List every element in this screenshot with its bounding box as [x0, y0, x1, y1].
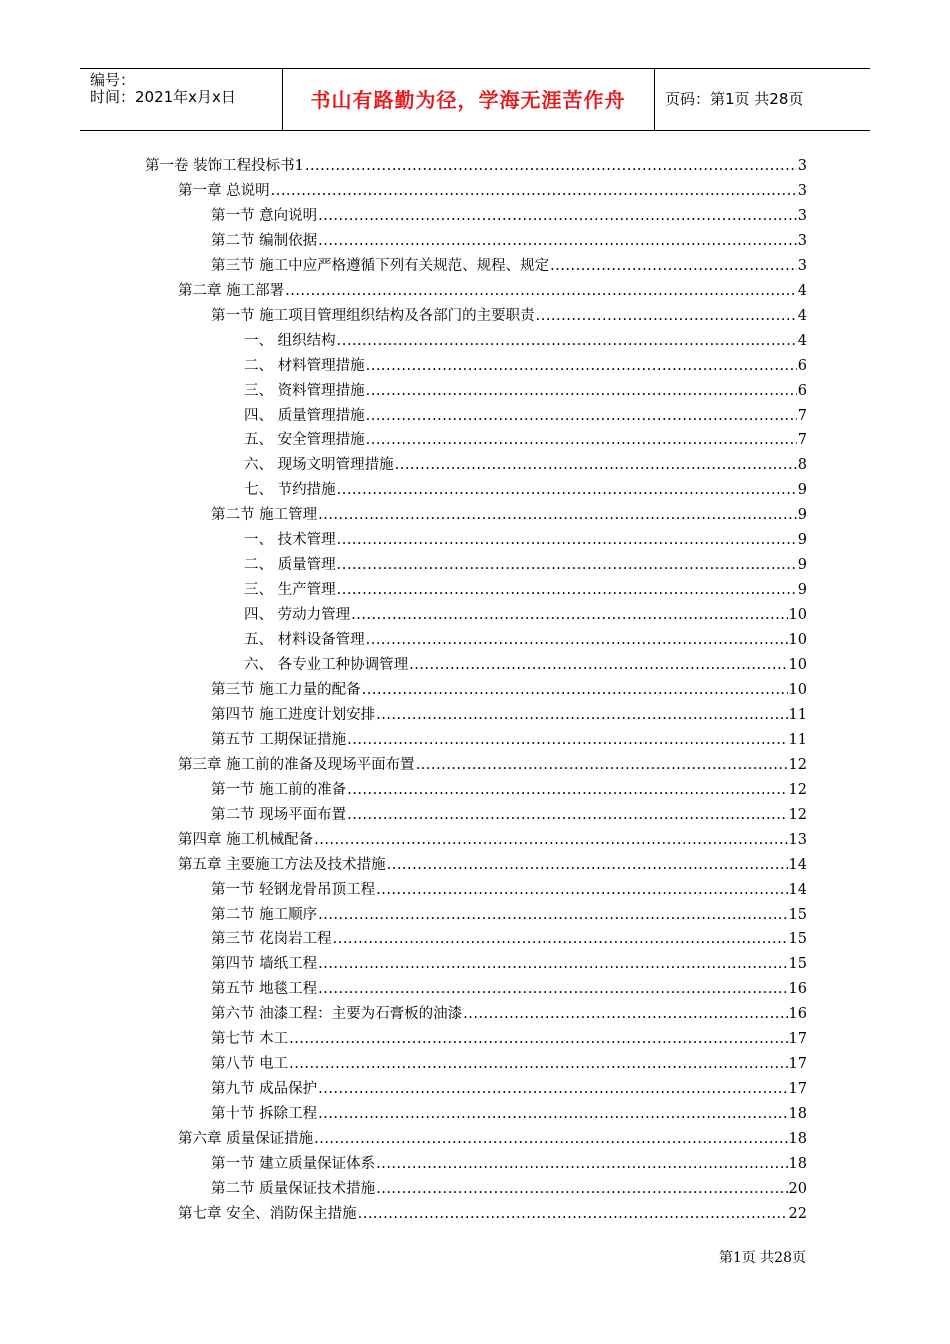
toc-entry[interactable]	[244, 578, 807, 603]
toc-leader-dots	[289, 1052, 787, 1077]
toc-entry-title: 第五节 工期保证措施	[211, 731, 347, 748]
toc-entry[interactable]	[211, 254, 807, 279]
toc-leader-dots	[395, 453, 797, 478]
toc-entry[interactable]	[211, 678, 807, 703]
toc-leader-dots	[362, 678, 788, 703]
toc-entry[interactable]	[244, 329, 807, 354]
toc-entry[interactable]	[178, 1202, 807, 1227]
toc-leader-dots	[314, 1127, 787, 1152]
toc-entry-title: 第三节 施工力量的配备	[211, 681, 361, 698]
toc-leader-dots	[366, 628, 788, 653]
header-motto-cell	[282, 69, 655, 130]
toc-entry-page: 22	[788, 1205, 807, 1222]
toc-entry-title: 第一节 轻钢龙骨吊顶工程	[211, 881, 376, 898]
toc-entry[interactable]	[244, 404, 807, 429]
toc-leader-dots	[366, 354, 797, 379]
toc-entry-title: 第九节 成品保护	[211, 1081, 318, 1098]
date-label: 时间：2021年x月x日	[90, 88, 236, 106]
toc-leader-dots	[271, 179, 797, 204]
toc-entry[interactable]	[178, 279, 807, 304]
toc-entry-page: 3	[797, 232, 807, 249]
toc-entry-page: 3	[797, 182, 807, 199]
header-page-cell	[655, 69, 870, 130]
toc-entry-title: 三、 资料管理措施	[244, 382, 365, 399]
toc-entry-page: 10	[788, 607, 807, 624]
toc-entry-page: 16	[788, 981, 807, 998]
toc-entry-page: 10	[788, 632, 807, 649]
toc-entry-title: 第六节 油漆工程：主要为石膏板的油漆	[211, 1006, 463, 1023]
toc-entry[interactable]	[244, 379, 807, 404]
toc-leader-dots	[366, 379, 797, 404]
toc-entry-title: 第二节 质量保证技术措施	[211, 1180, 376, 1197]
toc-leader-dots	[318, 503, 797, 528]
toc-leader-dots	[347, 803, 787, 828]
toc-entry-title: 第三章 施工前的准备及现场平面布置	[178, 756, 415, 773]
toc-entry[interactable]	[211, 927, 807, 952]
toc-leader-dots	[358, 1202, 788, 1227]
toc-entry-title: 第一章 总说明	[178, 182, 270, 199]
toc-entry-title: 第三节 花岗岩工程	[211, 931, 332, 948]
toc-leader-dots	[376, 703, 787, 728]
toc-entry[interactable]	[211, 703, 807, 728]
toc-entry[interactable]	[211, 778, 807, 803]
toc-entry-title: 六、 各专业工种协调管理	[244, 657, 409, 673]
toc-entry-title: 第四节 墙纸工程	[211, 956, 318, 973]
toc-leader-dots	[387, 853, 788, 878]
toc-entry-page: 7	[797, 432, 807, 449]
toc-entry-title: 第二节 现场平面布置	[211, 806, 347, 823]
toc-entry-title: 第一卷 装饰工程投标书1	[145, 158, 304, 174]
toc-leader-dots	[536, 304, 797, 329]
toc-leader-dots	[409, 653, 787, 678]
toc-leader-dots	[318, 229, 797, 254]
toc-entry-page: 12	[788, 781, 807, 798]
toc-entry-title: 第四章 施工机械配备	[178, 831, 314, 848]
toc-leader-dots	[337, 553, 797, 578]
toc-entry[interactable]	[244, 628, 807, 653]
toc-entry-title: 二、 质量管理	[244, 557, 336, 574]
motto-text: 书山有路勤为径，学海无涯苦作舟	[310, 88, 626, 112]
toc-entry-title: 第一节 建立质量保证体系	[211, 1156, 376, 1172]
toc-entry-page: 18	[788, 1106, 807, 1123]
toc-entry-title: 一、 组织结构	[244, 332, 336, 349]
toc-entry-title: 第二节 施工管理	[211, 507, 318, 524]
toc-entry-title: 第一节 施工项目管理组织结构及各部门的主要职责	[211, 307, 535, 324]
toc-entry-page: 12	[788, 756, 807, 773]
toc-leader-dots	[318, 204, 797, 229]
header-page-info: 页码：第1页 共28页	[665, 90, 804, 108]
toc-entry[interactable]	[178, 179, 807, 204]
document-header	[80, 68, 870, 131]
toc-leader-dots	[376, 1152, 787, 1177]
toc-entry[interactable]	[178, 1127, 807, 1152]
toc-entry-title: 五、 材料设备管理	[244, 632, 365, 649]
toc-entry[interactable]	[244, 553, 807, 578]
toc-entry-title: 第七章 安全、消防保主措施	[178, 1205, 357, 1222]
toc-entry-page: 3	[797, 257, 807, 274]
toc-entry-page: 10	[788, 657, 807, 673]
toc-leader-dots	[318, 1102, 787, 1127]
toc-entry-title: 第八节 电工	[211, 1056, 289, 1073]
toc-entry-title: 四、 劳动力管理	[244, 607, 351, 624]
toc-entry-title: 第十节 拆除工程	[211, 1106, 318, 1123]
toc-entry-page: 4	[797, 282, 807, 299]
toc-entry-page: 9	[797, 507, 807, 524]
toc-entry-page: 4	[797, 307, 807, 324]
toc-entry[interactable]	[211, 952, 807, 977]
toc-entry[interactable]	[211, 1002, 807, 1027]
toc-entry[interactable]	[211, 1177, 807, 1202]
toc-entry-title: 第五节 地毯工程	[211, 981, 318, 998]
toc-entry[interactable]	[178, 828, 807, 853]
toc-leader-dots	[314, 828, 787, 853]
toc-leader-dots	[347, 728, 787, 753]
toc-entry-title: 第七节 木工	[211, 1031, 289, 1048]
toc-leader-dots	[347, 778, 787, 803]
toc-entry-title: 第三节 施工中应严格遵循下列有关规范、规程、规定	[211, 257, 550, 274]
toc-entry[interactable]	[244, 653, 807, 678]
toc-entry-page: 17	[788, 1056, 807, 1073]
toc-leader-dots	[463, 1002, 787, 1027]
toc-entry-page: 15	[788, 906, 807, 923]
toc-entry-title: 第二节 编制依据	[211, 232, 318, 249]
toc-leader-dots	[285, 279, 797, 304]
toc-leader-dots	[318, 952, 787, 977]
toc-entry-page: 9	[797, 557, 807, 574]
toc-leader-dots	[305, 154, 797, 179]
header-meta-cell	[80, 69, 283, 130]
toc-leader-dots	[318, 1077, 787, 1102]
toc-entry-page: 20	[788, 1180, 807, 1197]
toc-leader-dots	[337, 528, 797, 553]
toc-entry[interactable]	[145, 154, 807, 179]
toc-entry-page: 9	[797, 532, 807, 549]
toc-leader-dots	[289, 1027, 787, 1052]
toc-entry-page: 15	[788, 956, 807, 973]
toc-entry-page: 3	[797, 207, 807, 224]
toc-entry[interactable]	[178, 753, 807, 778]
toc-entry-title: 一、 技术管理	[244, 532, 336, 549]
toc-entry-page: 15	[788, 931, 807, 948]
toc-entry[interactable]	[211, 1152, 807, 1177]
toc-entry-page: 9	[797, 582, 807, 599]
toc-entry-page: 11	[788, 731, 807, 748]
toc-leader-dots	[416, 753, 788, 778]
toc-entry-page: 12	[788, 806, 807, 823]
toc-entry[interactable]	[211, 803, 807, 828]
toc-entry[interactable]	[211, 204, 807, 229]
toc-leader-dots	[337, 578, 797, 603]
toc-entry-title: 二、 材料管理措施	[244, 357, 365, 374]
toc-entry-page: 10	[788, 681, 807, 698]
toc-entry[interactable]	[244, 428, 807, 453]
toc-leader-dots	[376, 878, 787, 903]
toc-leader-dots	[366, 404, 797, 429]
toc-entry-page: 3	[797, 158, 807, 174]
toc-entry-title: 三、 生产管理	[244, 582, 336, 599]
toc-entry-title: 第四节 施工进度计划安排	[211, 706, 376, 723]
toc-entry[interactable]	[244, 478, 807, 503]
toc-leader-dots	[366, 428, 797, 453]
toc-entry[interactable]	[211, 304, 807, 329]
toc-leader-dots	[333, 927, 788, 952]
toc-entry-title: 第五章 主要施工方法及技术措施	[178, 856, 386, 873]
toc-entry-title: 第一节 意向说明	[211, 207, 318, 224]
toc-leader-dots	[351, 603, 787, 628]
toc-entry-page: 9	[797, 482, 807, 499]
toc-entry-title: 第一节 施工前的准备	[211, 781, 347, 798]
toc-leader-dots	[318, 977, 787, 1002]
toc-entry-page: 18	[788, 1156, 807, 1172]
toc-entry-page: 13	[788, 831, 807, 848]
toc-entry[interactable]	[211, 977, 807, 1002]
toc-leader-dots	[376, 1177, 787, 1202]
toc-entry-title: 六、 现场文明管理措施	[244, 457, 394, 474]
toc-entry[interactable]	[211, 1027, 807, 1052]
toc-entry-page: 18	[788, 1131, 807, 1148]
toc-leader-dots	[550, 254, 797, 279]
toc-entry[interactable]	[244, 528, 807, 553]
toc-entry-page: 16	[788, 1006, 807, 1023]
toc-entry[interactable]	[211, 1052, 807, 1077]
toc-entry-page: 6	[797, 382, 807, 399]
serial-number-label: 编号：	[90, 71, 136, 89]
toc-entry[interactable]	[244, 453, 807, 478]
toc-entry[interactable]	[244, 354, 807, 379]
toc-entry-title: 第六章 质量保证措施	[178, 1131, 314, 1148]
toc-entry-page: 17	[788, 1081, 807, 1098]
toc-entry[interactable]	[211, 728, 807, 753]
toc-entry-page: 14	[788, 856, 807, 873]
toc-entry[interactable]	[244, 603, 807, 628]
toc-entry[interactable]	[211, 1102, 807, 1127]
toc-entry-title: 七、 节约措施	[244, 482, 336, 499]
toc-entry-page: 14	[788, 881, 807, 898]
toc-entry[interactable]	[211, 878, 807, 903]
toc-entry-page: 7	[797, 407, 807, 424]
toc-entry-page: 11	[788, 706, 807, 723]
toc-entry[interactable]	[211, 229, 807, 254]
toc-entry-page: 6	[797, 357, 807, 374]
toc-leader-dots	[318, 903, 787, 928]
toc-entry[interactable]	[211, 903, 807, 928]
toc-entry-page: 8	[797, 457, 807, 474]
toc-entry-title: 第二章 施工部署	[178, 282, 285, 299]
toc-entry-page: 17	[788, 1031, 807, 1048]
page-footer: 第1页 共28页	[718, 1250, 806, 1266]
toc-entry-title: 四、 质量管理措施	[244, 407, 365, 424]
toc-leader-dots	[337, 478, 797, 503]
toc-entry-title: 五、 安全管理措施	[244, 432, 365, 449]
toc-entry-page: 4	[797, 332, 807, 349]
toc-entry[interactable]	[178, 853, 807, 878]
toc-entry-title: 第二节 施工顺序	[211, 906, 318, 923]
toc-entry[interactable]	[211, 1077, 807, 1102]
toc-leader-dots	[337, 329, 797, 354]
toc-entry[interactable]	[211, 503, 807, 528]
